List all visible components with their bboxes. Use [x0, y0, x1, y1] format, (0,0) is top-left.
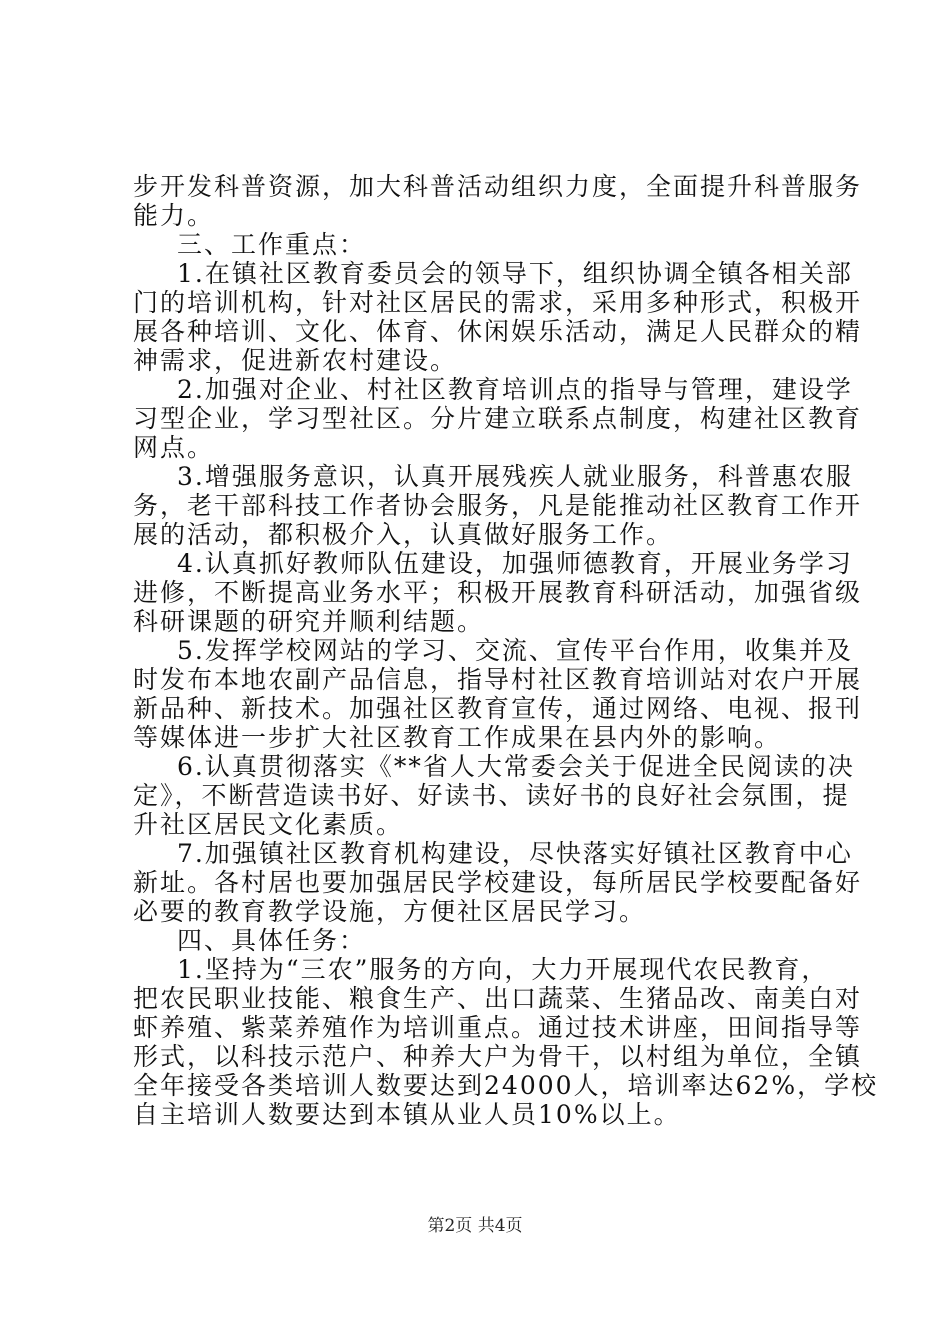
- section-heading: 三、工作重点：: [177, 230, 367, 259]
- page-footer: [0, 1215, 950, 1237]
- text-line: 新址。各村居也要加强居民学校建设，每所居民学校要配备好: [133, 868, 863, 897]
- text-line: 1.在镇社区教育委员会的领导下，组织协调全镇各相关部: [177, 259, 853, 288]
- text-line: 门的培训机构，针对社区居民的需求，采用多种形式，积极开: [133, 288, 863, 317]
- section-heading: 四、具体任务：: [177, 926, 367, 955]
- text-line: 全年接受各类培训人数要达到24000人，培训率达62%，学校: [133, 1071, 879, 1100]
- document-body: [133, 172, 879, 1129]
- text-line: 7.加强镇社区教育机构建设，尽快落实好镇社区教育中心: [177, 839, 853, 868]
- text-line: 网点。: [133, 433, 215, 462]
- text-line: 神需求，促进新农村建设。: [133, 346, 458, 375]
- text-line: 科研课题的研究并顺利结题。: [133, 607, 485, 636]
- text-line: 习型企业，学习型社区。分片建立联系点制度，构建社区教育: [133, 404, 863, 433]
- text-line: 展的活动，都积极介入，认真做好服务工作。: [133, 520, 674, 549]
- text-line: 自主培训人数要达到本镇从业人员10%以上。: [133, 1100, 681, 1129]
- text-line: 6.认真贯彻落实《**省人大常委会关于促进全民阅读的决: [177, 752, 855, 781]
- text-line: 2.加强对企业、村社区教育培训点的指导与管理，建设学: [177, 375, 853, 404]
- text-line: 必要的教育教学设施，方便社区居民学习。: [133, 897, 647, 926]
- text-line: 步开发科普资源，加大科普活动组织力度，全面提升科普服务: [133, 172, 863, 201]
- text-line: 进修，不断提高业务水平；积极开展教育科研活动，加强省级: [133, 578, 863, 607]
- text-line: 等媒体进一步扩大社区教育工作成果在县内外的影响。: [133, 723, 782, 752]
- text-line: 时发布本地农副产品信息，指导村社区教育培训站对农户开展: [133, 665, 863, 694]
- text-line: 把农民职业技能、粮食生产、出口蔬菜、生猪品改、南美白对: [133, 984, 863, 1013]
- text-line: 1.坚持为“三农”服务的方向，大力开展现代农民教育，: [177, 955, 829, 984]
- text-line: 展各种培训、文化、体育、休闲娱乐活动，满足人民群众的精: [133, 317, 863, 346]
- text-line: 定》，不断营造读书好、好读书、读好书的良好社会氛围，提: [133, 781, 850, 810]
- text-line: 务，老干部科技工作者协会服务，凡是能推动社区教育工作开: [133, 491, 863, 520]
- text-line: 新品种、新技术。加强社区教育宣传，通过网络、电视、报刊: [133, 694, 863, 723]
- text-line: 能力。: [133, 201, 215, 230]
- text-line: 虾养殖、紫菜养殖作为培训重点。通过技术讲座，田间指导等: [133, 1013, 863, 1042]
- text-line: 4.认真抓好教师队伍建设，加强师德教育，开展业务学习: [177, 549, 853, 578]
- page-number-label: 第2页 共4页: [427, 1216, 523, 1236]
- text-line: 5.发挥学校网站的学习、交流、宣传平台作用，收集并及: [177, 636, 853, 665]
- text-line: 升社区居民文化素质。: [133, 810, 404, 839]
- text-line: 形式，以科技示范户、种养大户为骨干，以村组为单位，全镇: [133, 1042, 863, 1071]
- text-line: 3.增强服务意识，认真开展残疾人就业服务，科普惠农服: [177, 462, 853, 491]
